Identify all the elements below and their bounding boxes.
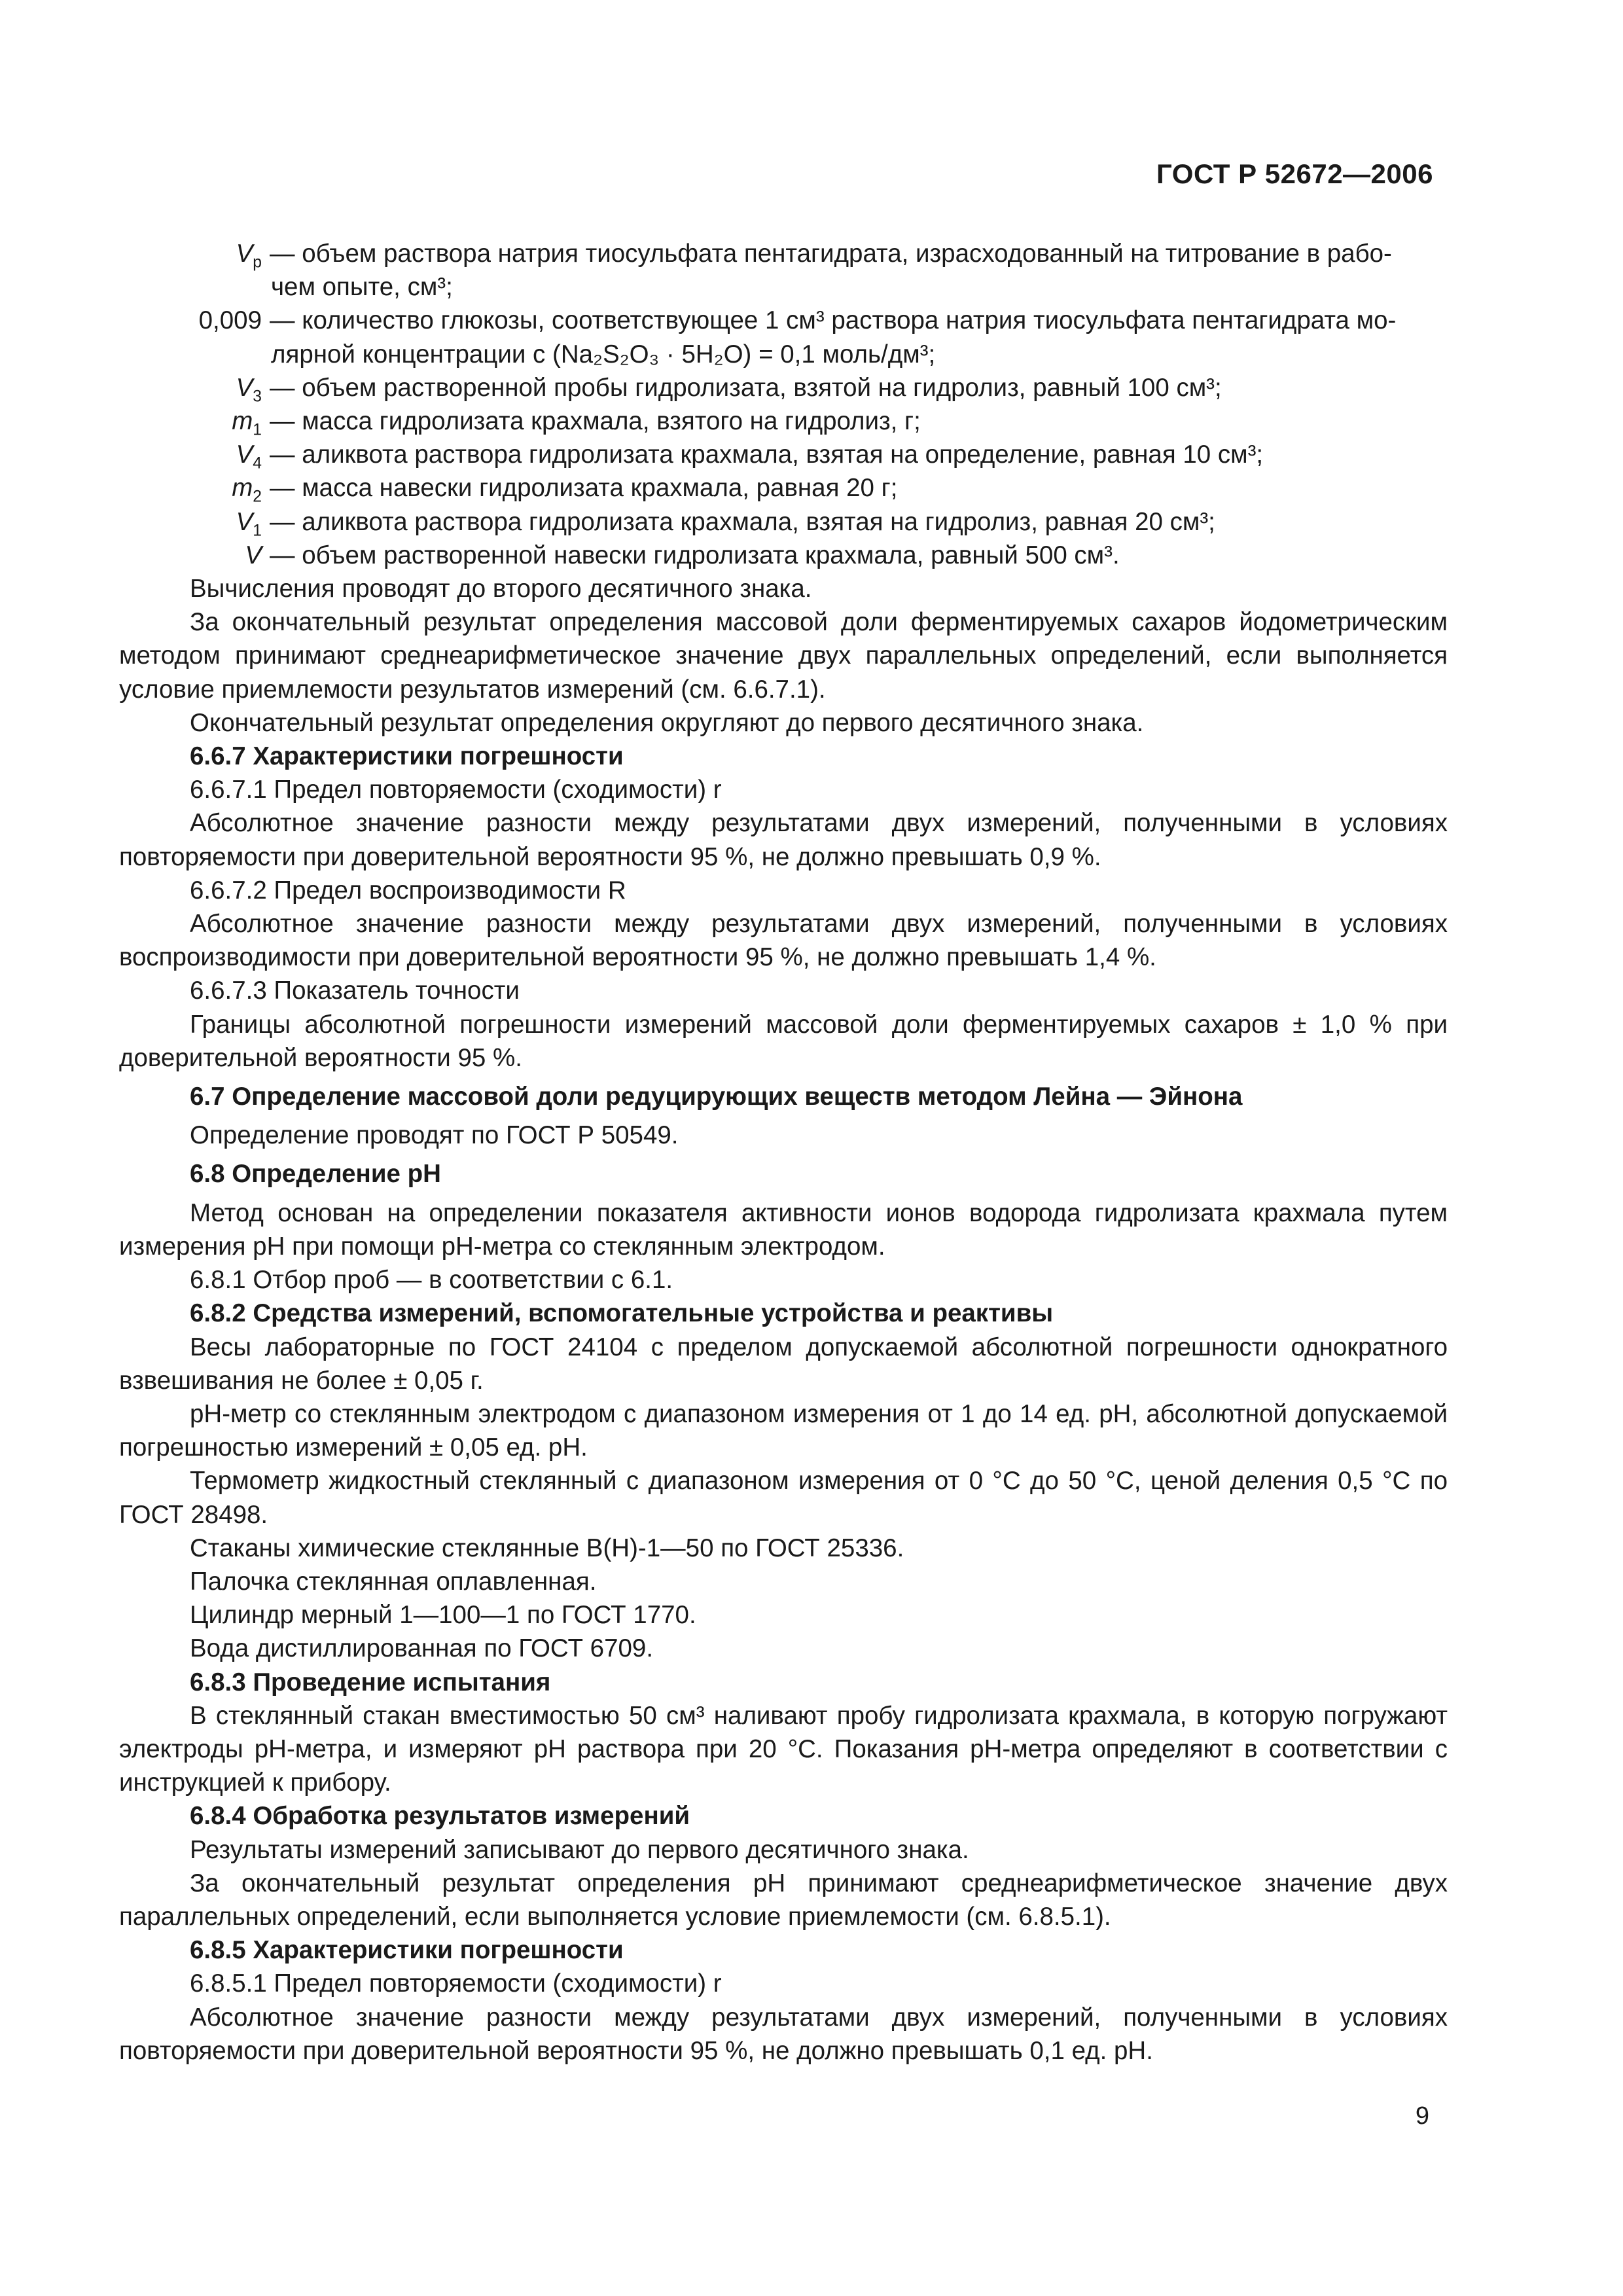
legend-text: — количество глюкозы, соответствующее 1 см³ раствора натрия тиосульфата пентагидрата мо- лярной концентрации c (Na₂S₂O₃ · 5H₂O) = 0,1 моль/дм³; bbox=[270, 306, 1397, 368]
section-heading: 6.7 Определение массовой доли редуцирующих веществ методом Лейна — Эйнона bbox=[190, 1083, 1243, 1111]
page-content bbox=[119, 237, 1448, 2068]
legend-text: — аликвота раствора гидролизата крахмала, взятая на гидролиз, равная 20 см³; bbox=[270, 507, 1215, 536]
section-heading: 6.6.7 Характеристики погрешности bbox=[190, 742, 624, 771]
paragraph: В стеклянный стакан вместимостью 50 см³ наливают пробу гидролизата крахмала, в которую погружают электроды pH-метра, и измеряют pH раствора при 20 °С. Показания pH-метра определяют в соответствии с инструкцией к прибору. bbox=[119, 1701, 1448, 1797]
subsection-title: 6.8.1 Отбор проб — в соответствии с 6.1. bbox=[190, 1266, 673, 1295]
legend-row bbox=[119, 404, 1448, 438]
symbol-legend bbox=[119, 237, 1448, 572]
legend-text: — объем растворенной пробы гидролизата, взятой на гидролиз, равный 100 см³; bbox=[270, 373, 1222, 402]
legend-symbol: $V_4$ bbox=[236, 440, 262, 473]
subsection-title: 6.6.7.3 Показатель точности bbox=[190, 977, 520, 1005]
subsection-title: 6.6.7.1 Предел повторяемости (сходимости) r bbox=[190, 776, 722, 804]
legend-row bbox=[119, 237, 1448, 304]
legend-row bbox=[119, 438, 1448, 471]
legend-symbol: $m_2$ bbox=[232, 474, 262, 507]
legend-symbol: $V_1$ bbox=[236, 507, 262, 540]
legend-symbol: 0,009 bbox=[198, 306, 262, 335]
paragraph: Абсолютное значение разности между результатами двух измерений, полученными в условиях повторяемости при доверительной вероятности 95 %, не должно превышать 0,9 %. bbox=[119, 809, 1448, 871]
paragraph: Цилиндр мерный 1—100—1 по ГОСТ 1770. bbox=[190, 1601, 696, 1630]
paragraph: Весы лабораторные по ГОСТ 24104 с пределом допускаемой абсолютной погрешности однократного взвешивания не более ± 0,05 г. bbox=[119, 1333, 1448, 1395]
legend-text: — масса навески гидролизата крахмала, равная 20 г; bbox=[270, 474, 898, 503]
paragraph: Определение проводят по ГОСТ Р 50549. bbox=[190, 1121, 679, 1150]
legend-symbol: $V_3$ bbox=[236, 373, 262, 406]
paragraph: Вычисления проводят до второго десятичного знака. bbox=[190, 575, 812, 603]
section-heading: 6.8.2 Средства измерений, вспомогательные устройства и реактивы bbox=[190, 1299, 1054, 1328]
legend-text: — объем растворенной навески гидролизата крахмала, равный 500 см³. bbox=[270, 541, 1120, 569]
page-number: 9 bbox=[1415, 2102, 1429, 2130]
legend-row bbox=[119, 371, 1448, 404]
legend-symbol: $V_р$ bbox=[236, 240, 262, 272]
legend-symbol: V bbox=[245, 541, 262, 569]
section-heading: 6.8.4 Обработка результатов измерений bbox=[190, 1802, 690, 1831]
legend-row bbox=[119, 539, 1448, 572]
paragraph: pH-метр со стеклянным электродом с диапазоном измерения от 1 до 14 ед. pH, абсолютной допускаемой погрешностью измерений ± 0,05 ед. pH. bbox=[119, 1399, 1448, 1462]
legend-symbol: $m_1$ bbox=[232, 407, 262, 439]
paragraph: Термометр жидкостный стеклянный с диапазоном измерения от 0 °С до 50 °С, ценой деления 0,5 °С по ГОСТ 28498. bbox=[119, 1467, 1448, 1529]
paragraph: Абсолютное значение разности между результатами двух измерений, полученными в условиях воспроизводимости при доверительной вероятности 95 %, не должно превышать 1,4 %. bbox=[119, 910, 1448, 972]
subsection-title: 6.8.5.1 Предел повторяемости (сходимости) r bbox=[190, 1969, 722, 1998]
section-heading: 6.8.3 Проведение испытания bbox=[190, 1668, 551, 1696]
paragraph: Стаканы химические стеклянные В(Н)-1—50 по ГОСТ 25336. bbox=[190, 1534, 904, 1562]
paragraph: За окончательный результат определения pH принимают среднеарифметическое значение двух параллельных определений, если выполняется условие приемлемости (см. 6.8.5.1). bbox=[119, 1869, 1448, 1931]
legend-row bbox=[119, 304, 1448, 370]
paragraph: Результаты измерений записывают до первого десятичного знака. bbox=[190, 1835, 969, 1864]
subsection-title: 6.6.7.2 Предел воспроизводимости R bbox=[190, 876, 626, 905]
paragraph: Границы абсолютной погрешности измерений массовой доли ферментируемых сахаров ± 1,0 % при доверительной вероятности 95 %. bbox=[119, 1010, 1448, 1072]
legend-row bbox=[119, 471, 1448, 505]
legend-row bbox=[119, 505, 1448, 539]
legend-text: — объем раствора натрия тиосульфата пентагидрата, израсходованный на титрование в рабо- чем опыте, см³; bbox=[270, 240, 1392, 302]
standard-designation: ГОСТ Р 52672—2006 bbox=[1156, 158, 1433, 189]
paragraph: Окончательный результат определения округляют до первого десятичного знака. bbox=[190, 708, 1144, 737]
paragraph: Абсолютное значение разности между результатами двух измерений, полученными в условиях повторяемости при доверительной вероятности 95 %, не должно превышать 0,1 ед. pH. bbox=[119, 2003, 1448, 2065]
paragraph: Метод основан на определении показателя активности ионов водорода гидролизата крахмала путем измерения pH при помощи pH-метра со стеклянным электродом. bbox=[119, 1198, 1448, 1261]
legend-text: — масса гидролизата крахмала, взятого на гидролиз, г; bbox=[270, 407, 921, 436]
section-heading: 6.8.5 Характеристики погрешности bbox=[190, 1936, 624, 1965]
paragraph: Палочка стеклянная оплавленная. bbox=[190, 1567, 597, 1596]
paragraph: Вода дистиллированная по ГОСТ 6709. bbox=[190, 1634, 654, 1663]
legend-text: — аликвота раствора гидролизата крахмала, взятая на определение, равная 10 см³; bbox=[270, 440, 1264, 469]
section-heading: 6.8 Определение pH bbox=[190, 1160, 441, 1189]
paragraph: За окончательный результат определения массовой доли ферментируемых сахаров йодометрическим методом принимают среднеарифметическое значение двух параллельных определений, если выполняется условие приемлемости результатов измерений (см. 6.6.7.1). bbox=[119, 608, 1448, 704]
